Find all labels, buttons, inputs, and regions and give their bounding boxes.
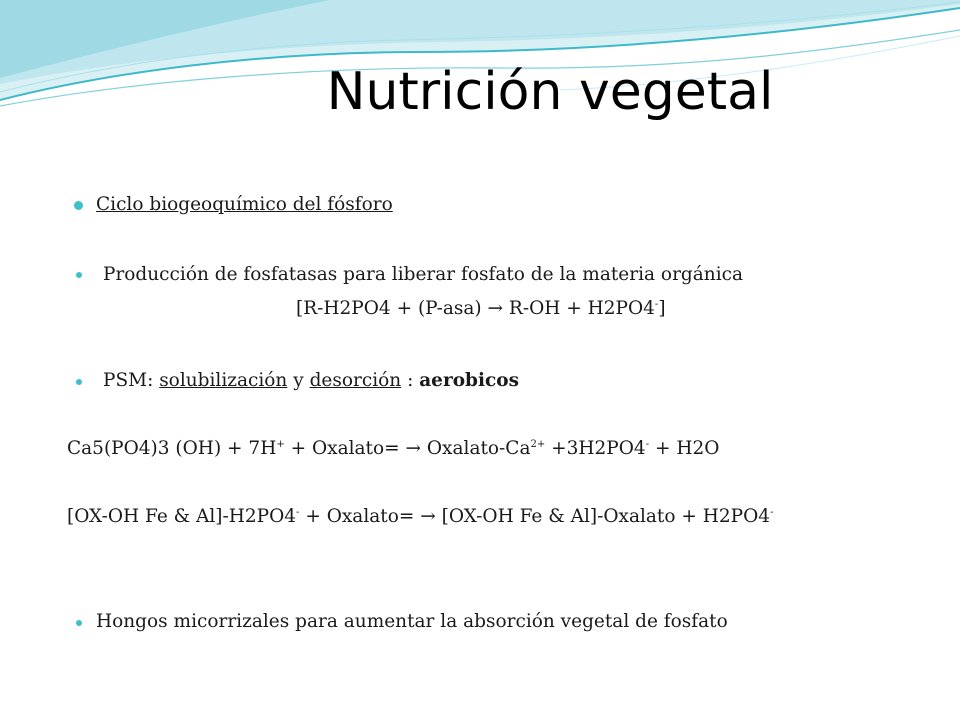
- eq3-sup-a: -: [296, 506, 300, 518]
- eq2-sup-b: 2+: [530, 438, 546, 450]
- bullet-dot: [76, 379, 82, 385]
- psm-mid: y: [287, 370, 310, 391]
- slide-title: Nutrición vegetal: [326, 62, 774, 122]
- heading-item: [96, 194, 393, 215]
- bullet-dot: [74, 201, 83, 210]
- eq3-a: [OX-OH Fe & Al]-H2PO4: [67, 506, 297, 527]
- eq3-sup-b: -: [770, 506, 774, 518]
- psm-desorcion: desorción: [309, 370, 402, 391]
- bullet-dot: [76, 272, 82, 278]
- eq2-d: + H2O: [649, 438, 720, 459]
- eq2-sup-a: +: [276, 438, 285, 450]
- eq1-part1: [R-H2PO4 + (P-asa) → R-OH + H2PO4: [296, 298, 655, 319]
- heading-text: Ciclo biogeoquímico del fósforo: [96, 194, 393, 215]
- eq2-a: Ca5(PO4)3 (OH) + 7H: [67, 438, 277, 459]
- eq2-sup-c: -: [645, 438, 650, 450]
- equation-phosphatase: [296, 298, 666, 319]
- list-item-hongos: Hongos micorrizales para aumentar la absorción vegetal de fosfato: [96, 611, 728, 632]
- psm-solubilizacion: solubilización: [159, 370, 288, 391]
- eq3-b: + Oxalato= → [OX-OH Fe & Al]-Oxalato + H2PO4: [299, 506, 771, 527]
- equation-oxide: [67, 506, 773, 527]
- bullet-dot: [76, 620, 82, 626]
- psm-colon: :: [401, 370, 420, 391]
- psm-prefix: PSM:: [103, 370, 160, 391]
- psm-aerobicos: aerobicos: [419, 370, 520, 391]
- equation-apatite: [67, 438, 719, 459]
- list-item-fosfatasas: Producción de fosfatasas para liberar fosfato de la materia orgánica: [103, 264, 744, 285]
- list-item-psm: [103, 370, 519, 391]
- eq1-sup1: -: [654, 298, 659, 310]
- eq1-part2: ]: [658, 298, 666, 319]
- eq2-b: + Oxalato= → Oxalato-Ca: [284, 438, 531, 459]
- eq2-c: +3H2PO4: [545, 438, 646, 459]
